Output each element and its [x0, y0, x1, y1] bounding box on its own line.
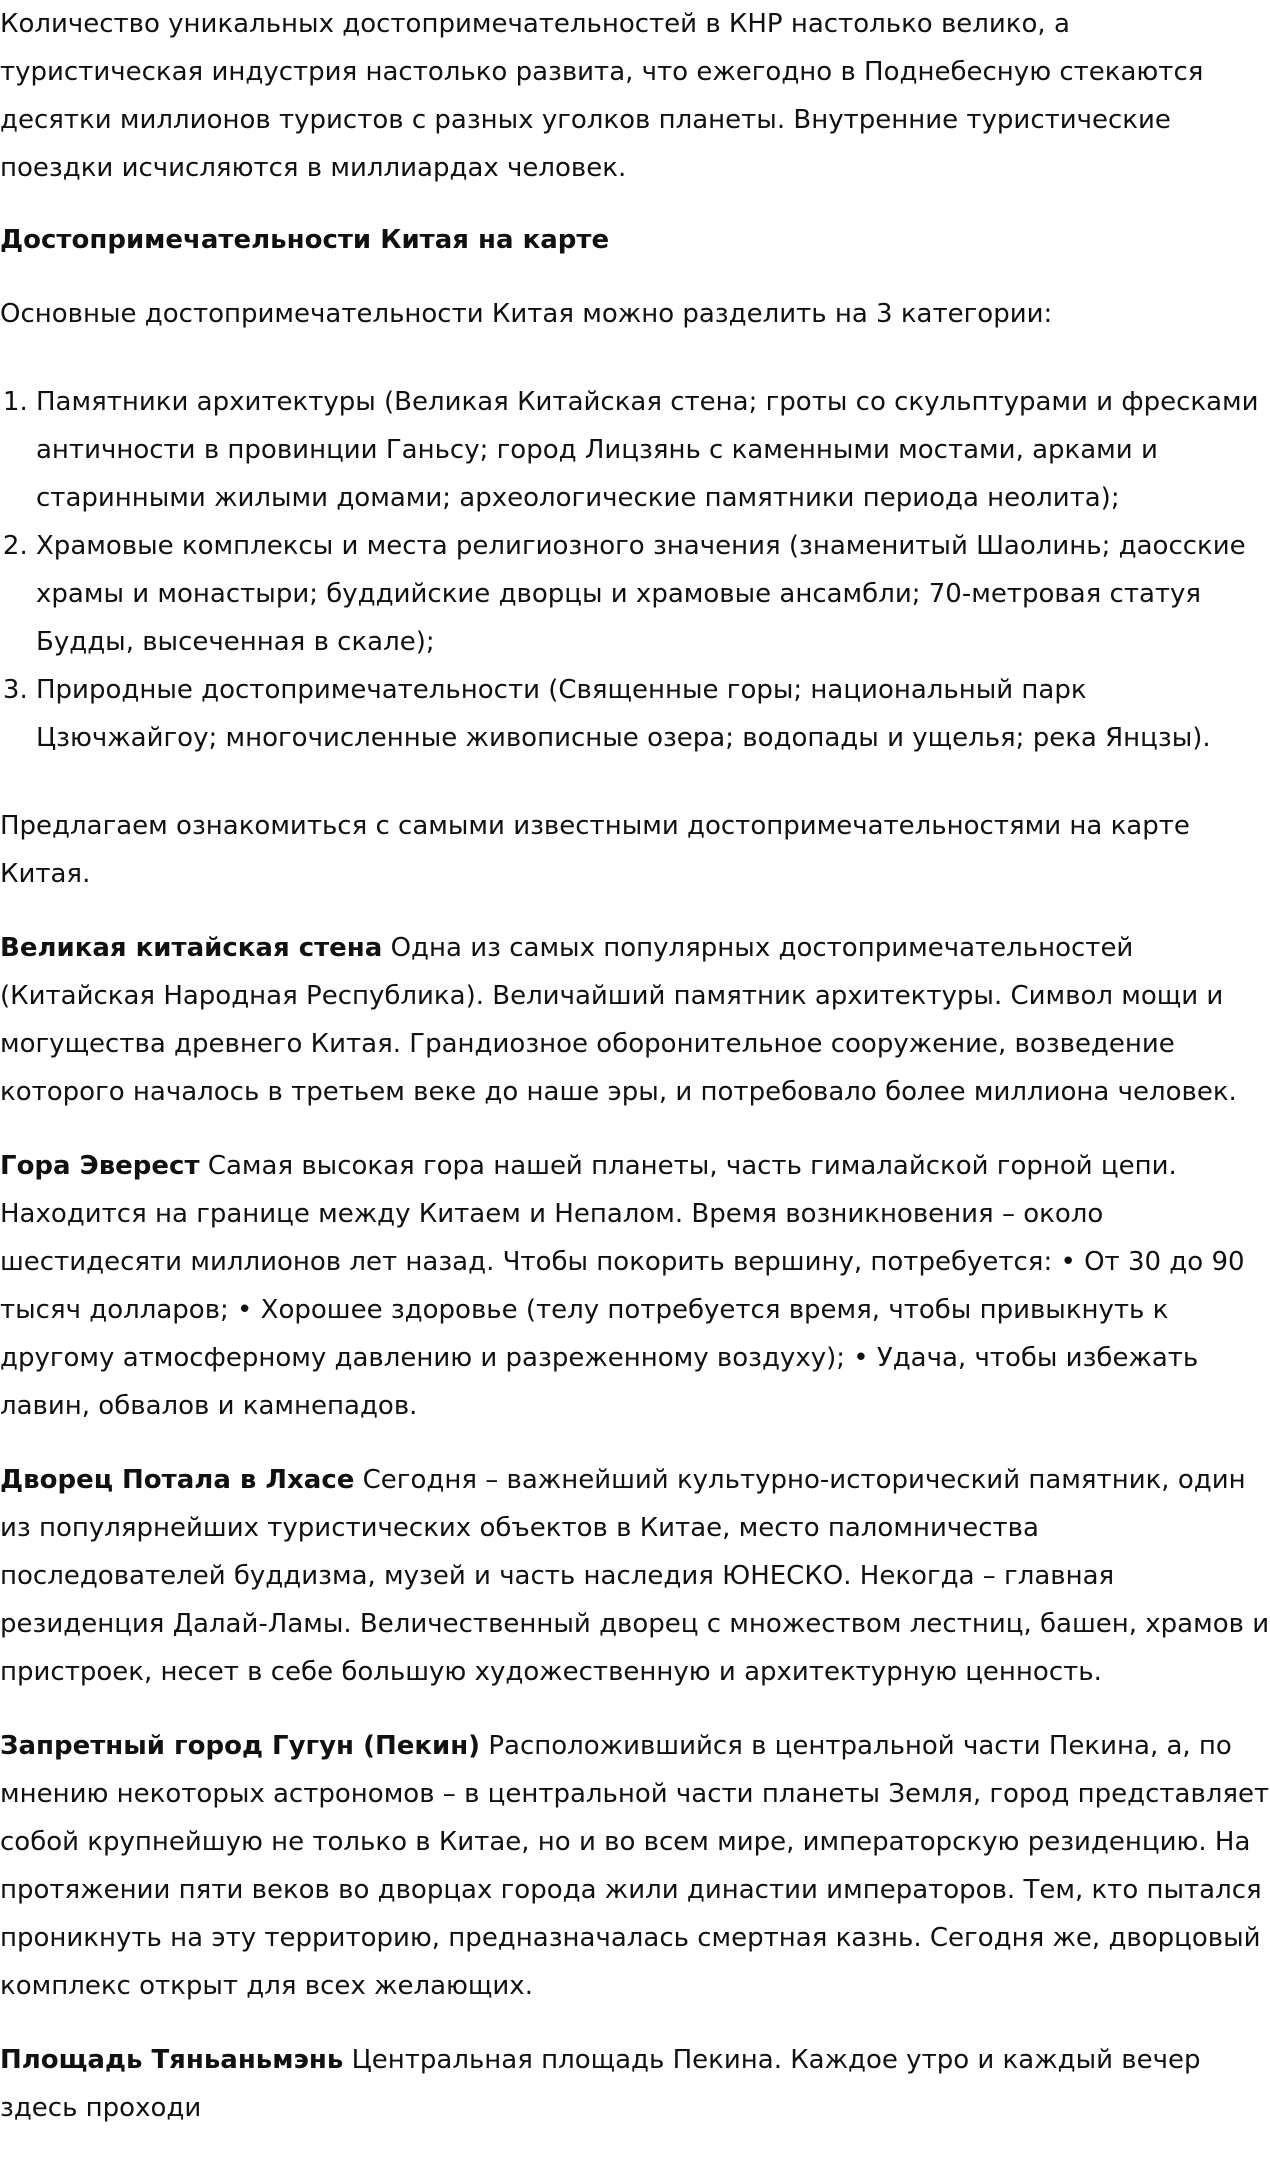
- attraction-potala: [0, 1456, 1270, 1696]
- attraction-text: Сегодня – важнейший культурно-исторический памятник, один из популярнейших туристических объектов в Китае, место паломничества последователей буддизма, музей и часть наследия ЮНЕСКО. Некогда – главная резиденция Далай-Ламы. Величественный дворец с множеством лестниц, башен, храмов и пристроек, несет в себе большую художественную и архитектурную ценность.: [0, 1465, 1270, 1687]
- attraction-text: Центральная площадь Пекина. Каждое утро и каждый вечер здесь проходи: [0, 2045, 1201, 2123]
- intro-paragraph: Количество уникальных достопримечательностей в КНР настолько велико, а туристическая индустрия настолько развита, что ежегодно в Поднебесную стекаются десятки миллионов туристов с разных уголков планеты. Внутренние туристические поездки исчисляются в миллиардах человек.: [0, 9, 1204, 183]
- attraction-tiananmen: [0, 2036, 1270, 2132]
- category-item: 2. Храмовые комплексы и места религиозного значения (знаменитый Шаолинь; даосские храмы и монастыри; буддийские дворцы и храмовые ансамбли; 70-метровая статуя Будды, высеченная в скале);: [36, 522, 1270, 666]
- attraction-text: Расположившийся в центральной части Пекина, а, по мнению некоторых астрономов – в центральной части планеты Земля, город представляет собой крупнейшую не только в Китае, но и во всем мире, императорскую резиденцию. На протяжении пяти веков во дворцах города жили династии императоров. Тем, кто пытался проникнуть на эту территорию, предназначалась смертная казнь. Сегодня же, дворцовый комплекс открыт для всех желающих.: [0, 1731, 1270, 2001]
- attraction-text: Одна из самых популярных достопримечательностей (Китайская Народная Республика). Величайший памятник архитектуры. Символ мощи и могущества древнего Китая. Грандиозное оборонительное сооружение, возведение которого началось в третьем веке до наше эры, и потребовало более миллиона человек.: [0, 933, 1237, 1107]
- categories-list: [0, 378, 1270, 762]
- section-heading: Достопримечательности Китая на карте: [0, 225, 610, 255]
- attraction-title: Площадь Тяньаньмэнь: [0, 2045, 344, 2075]
- attraction-great-wall: [0, 924, 1270, 1116]
- categories-intro: Основные достопримечательности Китая можно разделить на 3 категории:: [0, 299, 1053, 329]
- attraction-title: Запретный город Гугун (Пекин): [0, 1731, 481, 1761]
- map-offer-paragraph: Предлагаем ознакомиться с самыми известными достопримечательностями на карте Китая.: [0, 811, 1190, 889]
- attraction-title: Великая китайская стена: [0, 933, 383, 963]
- attraction-title: Дворец Потала в Лхасе: [0, 1465, 355, 1495]
- attraction-everest: [0, 1142, 1270, 1430]
- category-item: 3. Природные достопримечательности (Священные горы; национальный парк Цзючжайгоу; многочисленные живописные озера; водопады и ущелья; река Янцзы).: [36, 666, 1270, 762]
- attraction-forbidden-city: [0, 1722, 1270, 2010]
- category-item: 1. Памятники архитектуры (Великая Китайская стена; гроты со скульптурами и фресками античности в провинции Ганьсу; город Лицзянь с каменными мостами, арками и старинными жилыми домами; археологические памятники периода неолита);: [36, 378, 1270, 522]
- attraction-title: Гора Эверест: [0, 1151, 200, 1181]
- attraction-text: Самая высокая гора нашей планеты, часть гималайской горной цепи. Находится на границе между Китаем и Непалом. Время возникновения – около шестидесяти миллионов лет назад. Чтобы покорить вершину, потребуется: • От 30 до 90 тысяч долларов; • Хорошее здоровье (телу потребуется время, чтобы привыкнуть к другому атмосферному давлению и разреженному воздуху); • Удача, чтобы избежать лавин, обвалов и камнепадов.: [0, 1151, 1245, 1421]
